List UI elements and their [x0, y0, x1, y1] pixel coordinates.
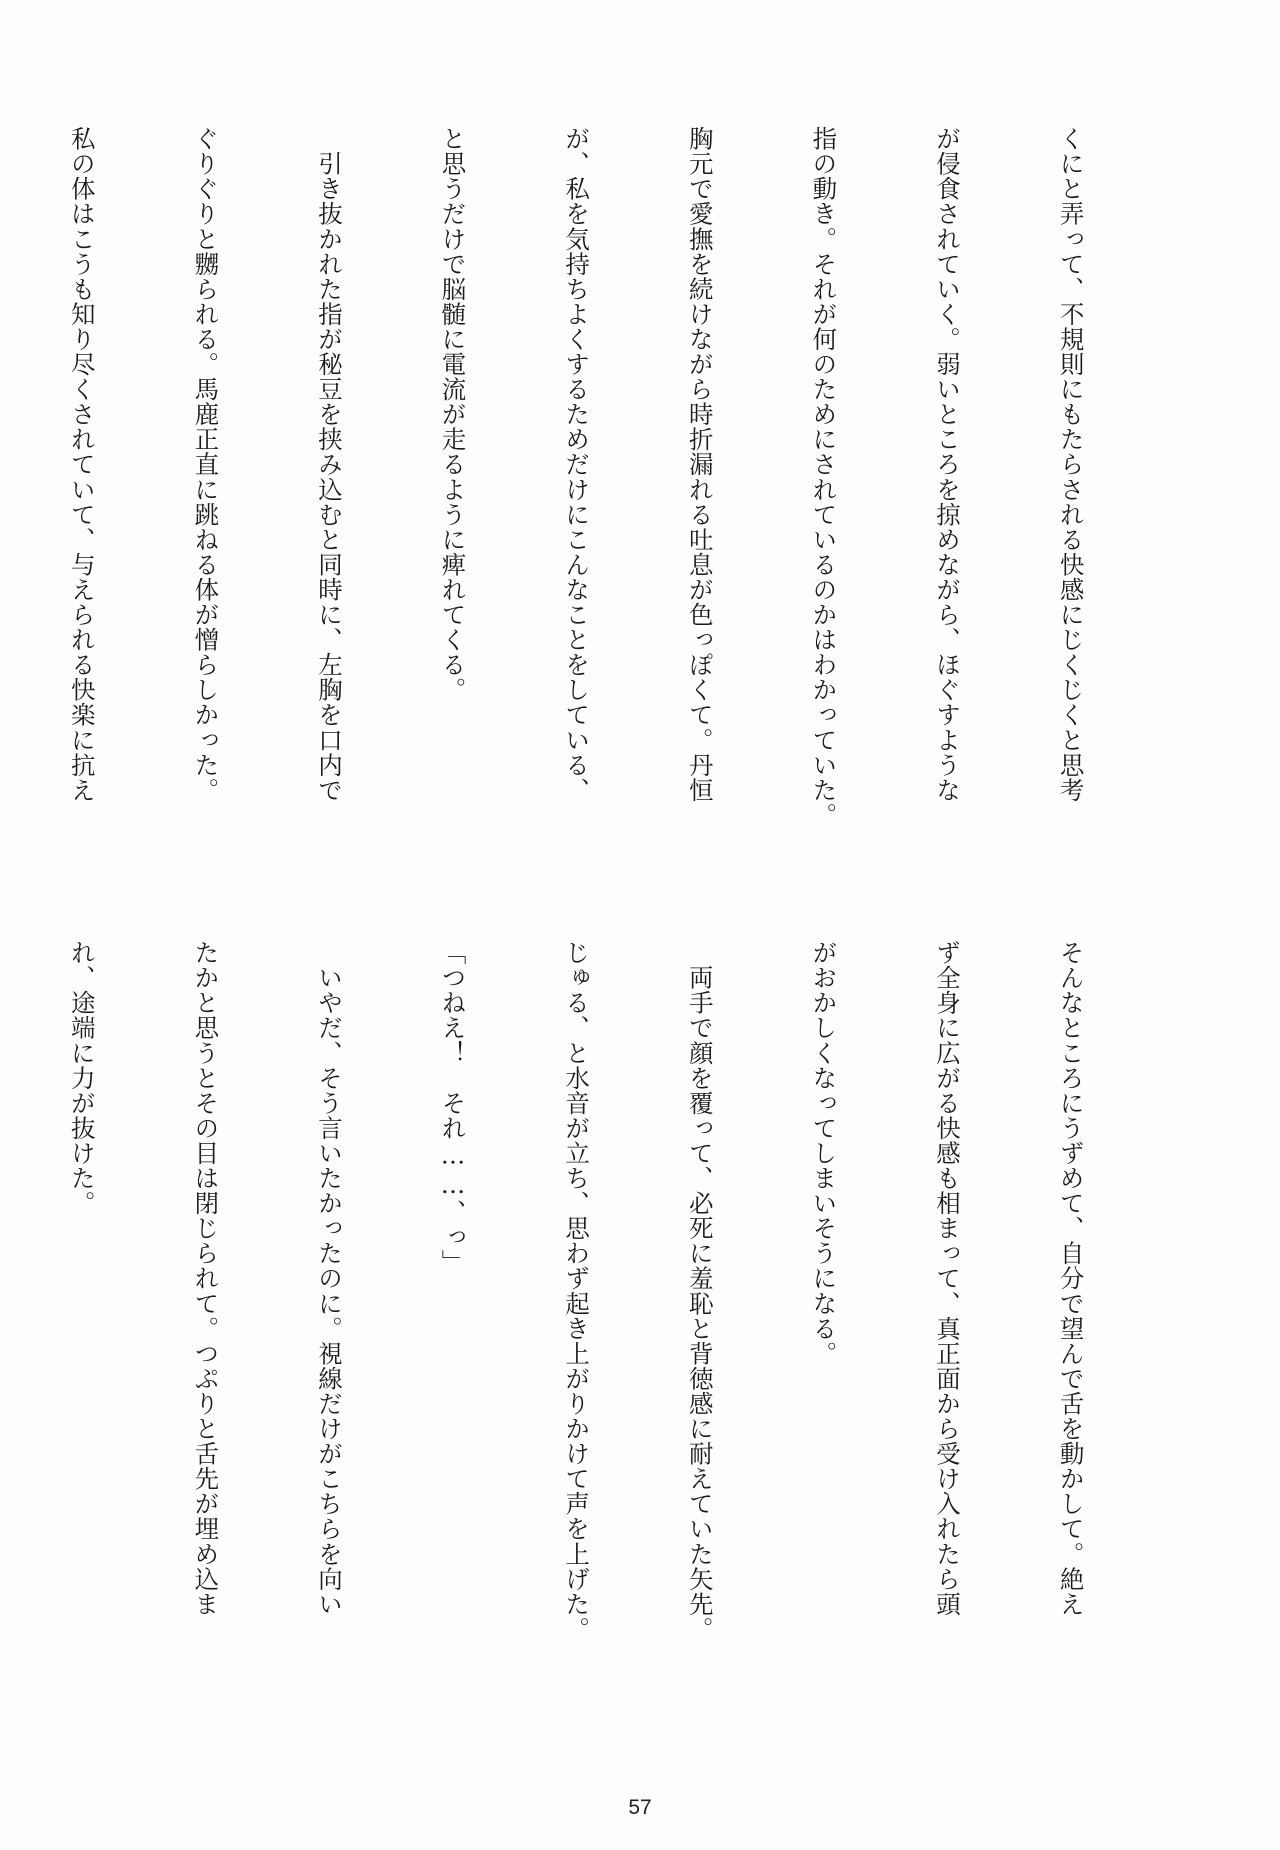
- text-line: 胸元で愛撫を続けながら時折漏れる吐息が色っぽくて。丹恒: [685, 126, 715, 803]
- text-line: がおかしくなってしまいそうになる。: [809, 940, 839, 1366]
- text-line: たかと思うとその目は閉じられて。つぷりと舌先が埋め込ま: [191, 940, 221, 1617]
- text-line: が侵食されていく。弱いところを掠めながら、ほぐすような: [932, 126, 962, 803]
- page-number: 57: [628, 1796, 652, 1819]
- text-line: と思うだけで脳髄に電流が走るように痺れてくる。: [438, 126, 468, 703]
- text-line: 指の動き。それが何のためにされているのかはわかっていた。: [809, 126, 839, 828]
- text-block-upper: [67, 126, 1174, 878]
- text-line: 私の体はこうも知り尽くされていて、与えられる快楽に抗え: [67, 126, 97, 803]
- text-line: 両手で顔を覆って、必死に羞恥と背徳感に耐えていた矢先。: [685, 940, 715, 1642]
- text-line: 引き抜かれた指が秘豆を挟み込むと同時に、左胸を口内で: [314, 126, 344, 803]
- text-block-lower: [67, 940, 1174, 1692]
- text-line: いやだ、そう言いたかったのに。視線だけがこちらを向い: [314, 940, 344, 1617]
- text-line: れ、途端に力が抜けた。: [67, 940, 97, 1216]
- text-line: ぐりぐりと嬲られる。馬鹿正直に跳ねる体が憎らしかった。: [191, 126, 221, 803]
- text-line: ず全身に広がる快感も相まって、真正面から受け入れたら頭: [932, 940, 962, 1617]
- text-line: 「つねえ！ それ……、っ」: [438, 940, 468, 1275]
- text-line: が、私を気持ちよくするためだけにこんなことをしている、: [562, 126, 592, 803]
- text-line: じゅる、と水音が立ち、思わず起き上がりかけて声を上げた。: [562, 940, 592, 1642]
- text-line: そんなところにうずめて、自分で望んで舌を動かして。絶え: [1056, 940, 1086, 1617]
- text-line: くにと弄って、不規則にもたらされる快感にじくじくと思考: [1056, 126, 1086, 803]
